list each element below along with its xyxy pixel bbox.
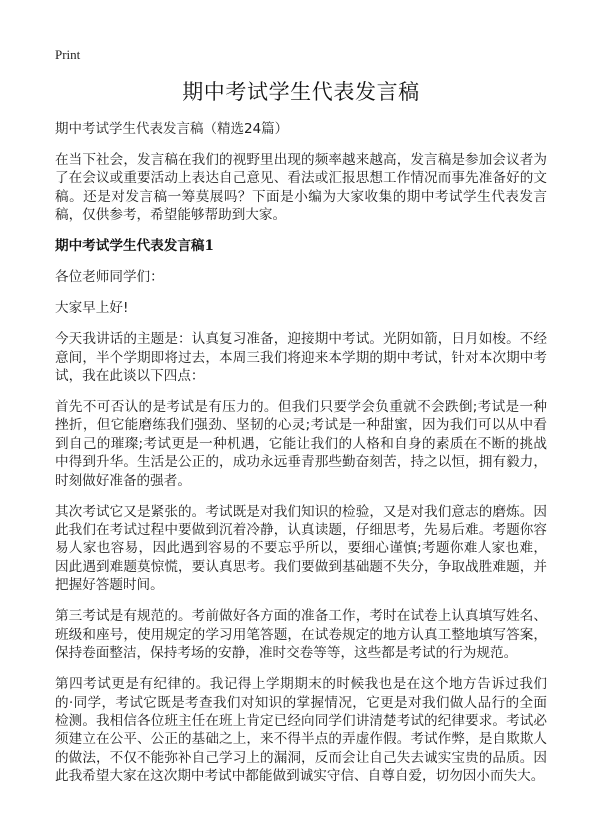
print-label[interactable]: Print bbox=[55, 47, 81, 62]
point-one-paragraph: 首先不可否认的是考试是有压力的。但我们只要学会负重就不会跌倒;考试是一种挫折，但它能磨练我们强劲、坚韧的心灵;考试是一种甜蜜，因为我们可以从中看到自己的璀璨;考试更是一种机遇，它能让我们的人格和自身的素质在不断的挑战中得到升华。生活是公正的，成功永远垂青那些勤奋刻苦，持之以恒，拥有毅力，时刻做好准备的强者。 bbox=[55, 399, 547, 489]
speech-section-1 bbox=[55, 237, 547, 785]
greeting-paragraph: 各位老师同学们： bbox=[55, 269, 164, 286]
topic-paragraph: 今天我讲话的主题是：认真复习准备，迎接期中考试。光阴如箭，日月如梭。不经意间，半个学期即将过去，本周三我们将迎来本学期的期中考试，针对本次期中考试，我在此谈以下四点： bbox=[55, 331, 547, 385]
point-four-paragraph: 第四考试更是有纪律的。我记得上学期期末的时候我也是在这个地方告诉过我们的‧同学，考试它既是考查我们对知识的掌握情况，它更是对我们做人品行的全面检测。我相信各位班主任在班上肯定已经向同学们讲清楚考试的纪律要求。考试必须建立在公平、公正的基础之上，来不得半点的弄虚作假。考试作弊，是自欺欺人的做法，不仅不能弥补自己学习上的漏洞，反而会让自己失去诚实宝贵的品质。因此我希望大家在这次期中考试中都能做到诚实守信、自尊自爱，切勿因小而失大。 bbox=[55, 676, 547, 785]
section-heading: 期中考试学生代表发言稿1 bbox=[55, 238, 214, 255]
document-body bbox=[55, 151, 547, 798]
point-three-paragraph: 第三考试是有规范的。考前做好各方面的准备工作，考时在试卷上认真填写姓名、班级和座号，使用规定的学习用笔答题，在试卷规定的地方认真工整地填写答案，保持卷面整洁，保持考场的安静，准时交卷等等，这些都是考试的行为规范。 bbox=[55, 608, 547, 662]
document-subtitle: 期中考试学生代表发言稿（精选24篇） bbox=[55, 121, 289, 137]
point-two-paragraph: 其次考试它又是紧张的。考试既是对我们知识的检验，又是对我们意志的磨炼。因此我们在考试过程中要做到沉着冷静，认真读题，仔细思考，先易后难。考题你容易人家也容易，因此遇到容易的不要忘乎所以，要细心谨慎;考题你难人家也难，因此遇到难题莫惊慌，要认真思考。我们要做到基础题不失分，争取战胜难题，并把握好答题时间。 bbox=[55, 503, 547, 594]
morning-greeting-paragraph: 大家早上好! bbox=[55, 300, 129, 317]
document-title: 期中考试学生代表发言稿 bbox=[182, 80, 420, 104]
intro-paragraph: 在当下社会，发言稿在我们的视野里出现的频率越来越高，发言稿是参加会议者为了在会议或重要活动上表达自己意见、看法或汇报思想工作情况而事先准备好的文稿。还是对发言稿一筹莫展吗？下面是小编为大家收集的期中考试学生代表发言稿，仅供参考，希望能够帮助到大家。 bbox=[55, 152, 547, 224]
